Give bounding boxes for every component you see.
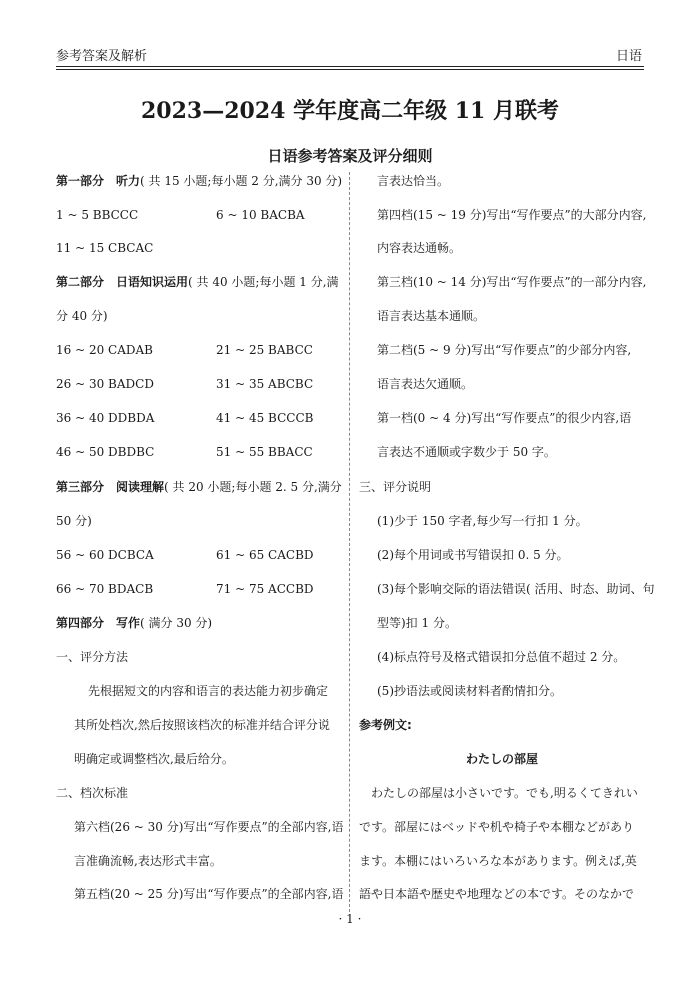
answer-row: 11 ~ 15 CBCAC xyxy=(56,241,154,255)
level3-line: 第三档(10 ~ 14 分)写出“写作要点”的一部分内容, xyxy=(377,275,647,289)
level4-line: 第四档(15 ~ 19 分)写出“写作要点”的大部分内容, xyxy=(377,208,647,222)
level4-line: 内容表达通畅。 xyxy=(377,241,462,255)
column-divider xyxy=(349,172,350,912)
note-line: (1)少于 150 字者,每少写一行扣 1 分。 xyxy=(377,514,588,528)
level6-line: 言准确流畅,表达形式丰富。 xyxy=(74,854,222,868)
page-title: 2023—2024 学年度高二年级 11 月联考 xyxy=(140,98,560,124)
page-number: · 1 · xyxy=(338,912,362,926)
essay-line: 語や日本語や歴史や地理などの本です。そのなかで xyxy=(359,887,635,901)
level5-line: 言表达恰当。 xyxy=(377,174,450,188)
header-right: 日语 xyxy=(615,49,642,64)
note-line: (3)每个影响交际的语法错误( 活用、时态、助词、句 xyxy=(377,582,655,596)
essay-line: わたしの部屋は小さいです。でも,明るくてきれい xyxy=(371,786,638,800)
level1-line: 言表达不通顺或字数少于 50 字。 xyxy=(377,445,556,459)
level2-line: 第二档(5 ~ 9 分)写出“写作要点”的少部分内容, xyxy=(377,343,632,357)
part3-heading-cont: 50 分) xyxy=(56,514,92,528)
page-subtitle: 日语参考答案及评分细则 xyxy=(267,147,433,165)
level1-line: 第一档(0 ~ 4 分)写出“写作要点”的很少内容,语 xyxy=(377,411,632,425)
answer-row: 1 ~ 5 BBCCC 6 ~ 10 BACBA xyxy=(56,208,305,222)
note-line: (5)抄语法或阅读材料者酌情扣分。 xyxy=(377,684,562,698)
part1-heading: 第一部分 听力( 共 15 小题;每小题 2 分,满分 30 分) xyxy=(56,174,343,188)
note-line: 型等)扣 1 分。 xyxy=(377,616,457,630)
answer-row: 16 ~ 20 CADAB 21 ~ 25 BABCC xyxy=(56,343,313,357)
notes-title: 三、评分说明 xyxy=(359,480,432,494)
level6-line: 第六档(26 ~ 30 分)写出“写作要点”的全部内容,语 xyxy=(74,820,344,834)
answer-row: 36 ~ 40 DDBDA 41 ~ 45 BCCCB xyxy=(56,411,314,425)
level5-line: 第五档(20 ~ 25 分)写出“写作要点”的全部内容,语 xyxy=(74,887,344,901)
part2-heading: 第二部分 日语知识运用( 共 40 小题;每小题 1 分,满 xyxy=(56,275,339,289)
essay-line: です。部屋にはベッドや机や椅子や本棚などがあり xyxy=(359,820,635,834)
part3-heading: 第三部分 阅读理解( 共 20 小题;每小题 2. 5 分,满分 xyxy=(56,480,342,494)
essay-line: ます。本棚にはいろいろな本があります。例えば,英 xyxy=(359,854,637,868)
header-rule-thick xyxy=(56,66,644,67)
answer-row: 56 ~ 60 DCBCA 61 ~ 65 CACBD xyxy=(56,548,314,562)
header-left: 参考答案及解析 xyxy=(56,49,148,64)
note-line: (2)每个用词或书写错误扣 0. 5 分。 xyxy=(377,548,569,562)
level3-line: 语言表达基本通顺。 xyxy=(377,309,486,323)
part4-heading: 第四部分 写作( 满分 30 分) xyxy=(56,616,213,630)
levels-title: 二、档次标准 xyxy=(56,786,129,800)
part2-heading-cont: 分 40 分) xyxy=(56,309,108,323)
answer-row: 66 ~ 70 BDACB 71 ~ 75 ACCBD xyxy=(56,582,314,596)
note-line: (4)标点符号及格式错误扣分总值不超过 2 分。 xyxy=(377,650,626,664)
example-title: 参考例文: xyxy=(359,718,412,732)
header-rule-thin xyxy=(56,69,644,70)
method-line: 其所处档次,然后按照该档次的标准并结合评分说 xyxy=(74,718,330,732)
essay-title: わたしの部屋 xyxy=(465,752,538,766)
method-line: 明确定或调整档次,最后给分。 xyxy=(74,752,234,766)
method-title: 一、评分方法 xyxy=(56,650,129,664)
answer-row: 26 ~ 30 BADCD 31 ~ 35 ABCBC xyxy=(56,377,314,391)
answer-row: 46 ~ 50 DBDBC 51 ~ 55 BBACC xyxy=(56,445,313,459)
method-line: 先根据短文的内容和语言的表达能力初步确定 xyxy=(88,684,329,698)
level2-line: 语言表达欠通顺。 xyxy=(377,377,474,391)
